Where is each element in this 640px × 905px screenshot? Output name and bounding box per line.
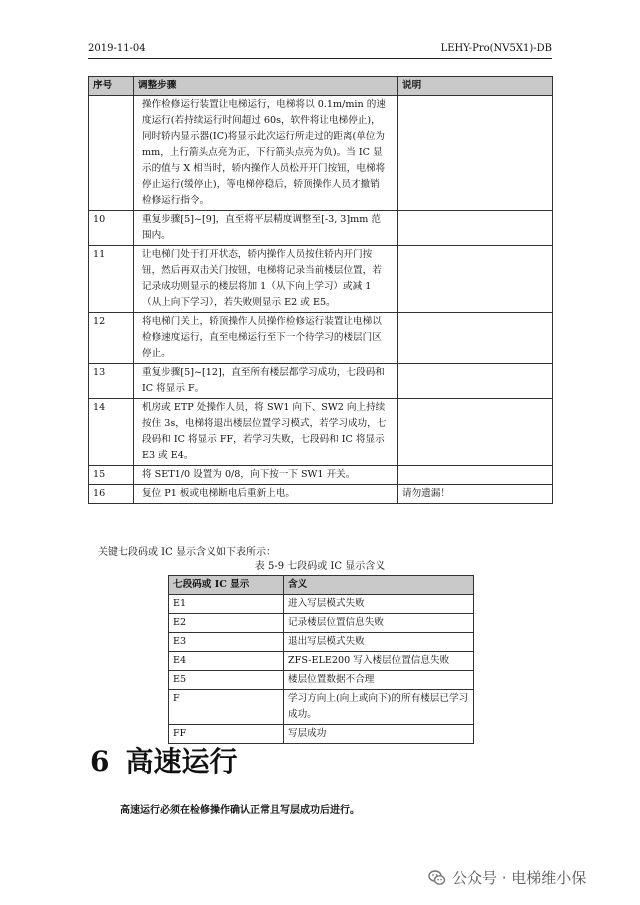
table-header-row [169, 576, 474, 595]
display-codes-table [168, 575, 474, 744]
step-note [398, 96, 553, 211]
step-number: 10 [89, 211, 134, 246]
table-row [89, 246, 553, 313]
code-meaning: 学习方向上(向上或向下)的所有楼层已学习成功。 [284, 690, 474, 725]
header-date: 2019-11-04 [88, 43, 146, 54]
step-number: 13 [89, 364, 134, 399]
section-paragraph: 高速运行必须在检修操作确认正常且写层成功后进行。 [120, 805, 360, 816]
table-row [169, 595, 474, 614]
step-note [398, 399, 553, 466]
table-row [169, 633, 474, 652]
codes-table-caption: 表 5-9 七段码或 IC 显示含义 [254, 561, 386, 572]
code-meaning: 记录楼层位置信息失败 [284, 614, 474, 633]
table-row [169, 614, 474, 633]
table-row [89, 466, 553, 485]
step-text: 将 SET1/0 设置为 0/8，向下按一下 SW1 开关。 [134, 466, 398, 485]
display-code: F [169, 690, 284, 725]
display-code: E2 [169, 614, 284, 633]
table-row [89, 364, 553, 399]
step-number [89, 96, 134, 211]
column-header-no: 序号 [89, 77, 134, 96]
wechat-logo-icon [428, 869, 446, 887]
table-row [169, 652, 474, 671]
code-meaning: 退出写层模式失败 [284, 633, 474, 652]
step-number: 16 [89, 485, 134, 504]
step-text: 操作检修运行装置让电梯运行，电梯将以 0.1m/min 的速度运行(若持续运行时间超过 60s，软件将让电梯停止)，同时轿内显示器(IC)将显示此次运行所走过的距离(单位为 mm，上行箭头点亮为正，下行箭头点亮为负)。当 IC 显示的值与 X 相当时，轿内操作人员松开开门按钮，电梯将停止运行(缓停止)，等电梯停稳后，轿顶操作人员才撤销检修运行指令。 [134, 96, 398, 211]
step-number: 12 [89, 313, 134, 364]
section-number: 6 [90, 745, 110, 778]
step-note [398, 211, 553, 246]
code-meaning: 进入写层模式失败 [284, 595, 474, 614]
step-note [398, 364, 553, 399]
display-code: E4 [169, 652, 284, 671]
table-row [89, 399, 553, 466]
header-doc-code: LEHY-Pro(NV5X1)-DB [440, 43, 552, 54]
column-header-code: 七段码或 IC 显示 [169, 576, 284, 595]
step-number: 15 [89, 466, 134, 485]
display-code: FF [169, 725, 284, 744]
step-text: 机房或 ETP 处操作人员，将 SW1 向下、SW2 向上持续按住 3s，电梯将退出楼层位置学习模式，若学习成功，七段码和 IC 将显示 FF，若学习失败，七段码和 IC 将显示 E3 或 E4。 [134, 399, 398, 466]
display-code: E5 [169, 671, 284, 690]
step-text: 将电梯门关上，轿顶操作人员操作检修运行装置让电梯以检修速度运行，直至电梯运行至下一个待学习的楼层门区停止。 [134, 313, 398, 364]
watermark-text: 公众号 · 电梯维小保 [452, 869, 587, 887]
step-note [398, 466, 553, 485]
section-title: 高速运行 [125, 745, 238, 778]
table-row [169, 690, 474, 725]
step-text: 复位 P1 板或电梯断电后重新上电。 [134, 485, 398, 504]
code-meaning: 写层成功 [284, 725, 474, 744]
display-code: E1 [169, 595, 284, 614]
section-heading [90, 744, 238, 780]
watermark [428, 866, 586, 890]
step-number: 11 [89, 246, 134, 313]
code-meaning: 楼层位置数据不合理 [284, 671, 474, 690]
table-row [89, 313, 553, 364]
table-row [89, 96, 553, 211]
step-text: 重复步骤[5]~[9]，直至将平层精度调整至[-3, 3]mm 范围内。 [134, 211, 398, 246]
display-code: E3 [169, 633, 284, 652]
codes-intro-text: 关键七段码或 IC 显示含义如下表所示： [98, 547, 276, 558]
table-row [169, 725, 474, 744]
column-header-step: 调整步骤 [134, 77, 398, 96]
table-row [89, 211, 553, 246]
column-header-meaning: 含义 [284, 576, 474, 595]
step-note: 请勿遗漏！ [398, 485, 553, 504]
table-row [169, 671, 474, 690]
step-text: 重复步骤[5]~[12]，直至所有楼层都学习成功，七段码和 IC 将显示 F。 [134, 364, 398, 399]
table-row [89, 485, 553, 504]
table-header-row [89, 77, 553, 96]
step-number: 14 [89, 399, 134, 466]
step-text: 让电梯门处于打开状态，轿内操作人员按住轿内开门按钮，然后再双击关门按钮，电梯将记录当前楼层位置，若记录成功则显示的楼层将加 1（从下向上学习）或减 1（从上向下学习），若失败则显示 E2 或 E5。 [134, 246, 398, 313]
code-meaning: ZFS-ELE200 写入楼层位置信息失败 [284, 652, 474, 671]
page-header [88, 40, 552, 59]
adjustment-steps-table [88, 76, 553, 504]
step-note [398, 313, 553, 364]
column-header-note: 说明 [398, 77, 553, 96]
step-note [398, 246, 553, 313]
